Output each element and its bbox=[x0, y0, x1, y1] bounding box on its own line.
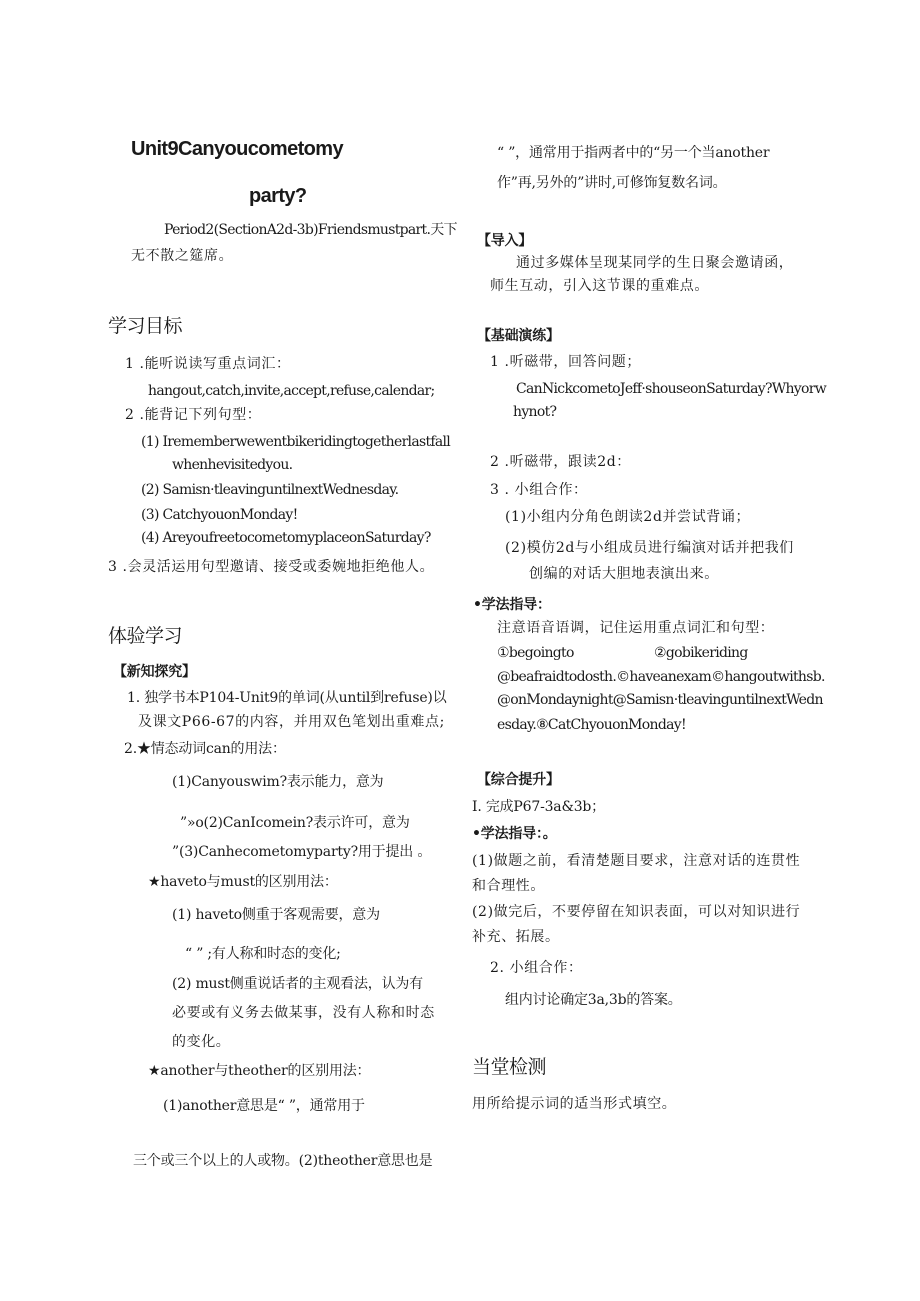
method-guide-2-line2: 和合理性。 bbox=[472, 878, 545, 894]
task-2-label: 2.★情态动词can的用法： bbox=[124, 741, 286, 757]
method-guide-2-line4: 补充、拓展。 bbox=[472, 929, 560, 945]
advance-item-2b: 组内讨论确定3a,3b的答案。 bbox=[505, 992, 682, 1008]
group-task-2-line2: 创编的对话大胆地表演出来。 bbox=[529, 566, 719, 582]
class-check-instruction: 用所给提示词的适当形式填空。 bbox=[472, 1096, 677, 1112]
another-usage-1: (1)another意思是“ ”，通常用于 bbox=[163, 1098, 365, 1114]
learning-goals-heading: 学习目标 bbox=[108, 315, 183, 337]
method-guide-heading-2: •学法指导：。 bbox=[472, 826, 557, 842]
goal-sentence-3: (3) CatchyouonMonday! bbox=[141, 507, 298, 523]
method-guide-2-line1: (1)做题之前，看清楚题目要求，注意对话的连贯性 bbox=[472, 853, 801, 869]
goal-3: 3 .会灵活运用句型邀请、接受或委婉地拒绝他人。 bbox=[108, 559, 435, 575]
lead-in-line2: 师生互动，引入这节课的重难点。 bbox=[490, 278, 709, 294]
method-guide-2-line3: (2)做完后，不要停留在知识表面，可以对知识进行 bbox=[472, 904, 801, 920]
basic-question-line1: CanNickcometoJeff·shouseonSaturday?Whyorw bbox=[516, 381, 827, 397]
goal-sentence-4: (4) AreyoufreetocometomyplaceonSaturday? bbox=[141, 530, 431, 546]
advance-item-1: I. 完成P67-3a&3b； bbox=[472, 799, 605, 815]
must-usage-line2: 必要或有义务去做某事，没有人称和时态 bbox=[172, 1005, 435, 1021]
goal-sentence-2: (2) Samisn·tleavinguntilnextWednesday. bbox=[141, 482, 399, 498]
lead-in-heading: 【导入】 bbox=[477, 233, 533, 249]
goal-sentence-1: (1) Irememberwewentbikeridingtogetherlastfall bbox=[141, 434, 451, 450]
haveto-usage-1b: “ ” ;有人称和时态的变化; bbox=[185, 946, 341, 962]
can-usage-1: (1)Canyouswim?表示能力，意为 bbox=[172, 774, 384, 790]
must-usage-line3: 的变化。 bbox=[172, 1034, 231, 1050]
goal-sentence-1b: whenhevisitedyou. bbox=[172, 457, 293, 473]
theother-cont-line1: “ ”，通常用于指两者中的“另一个当another bbox=[497, 145, 770, 161]
method-guide-1-line3: @beafraidtodosth.©haveanexam©hangoutwithsb. bbox=[497, 669, 825, 685]
haveto-usage-1: (1) haveto侧重于客观需要，意为 bbox=[172, 907, 380, 923]
task-1-line2: 及课文P66-67的内容，并用双色笔划出重难点; bbox=[138, 714, 445, 730]
period-intro-line2: 无不散之筵席。 bbox=[131, 248, 234, 264]
basic-practice-heading: 【基础演练】 bbox=[477, 328, 560, 344]
basic-item-3: 3 . 小组合作： bbox=[490, 482, 588, 498]
phrase-1: ①begoingto bbox=[497, 645, 574, 661]
goal-1-words: hangout,catch,invite,accept,refuse,calendar; bbox=[148, 383, 435, 399]
period-intro-line1: Period2(SectionA2d-3b)Friendsmustpart.天下 bbox=[164, 222, 457, 238]
unit-title-line1: Unit9Canyoucometomy bbox=[131, 138, 343, 160]
basic-question-line2: hynot? bbox=[513, 404, 557, 420]
method-guide-heading-1: •学法指导： bbox=[473, 597, 551, 613]
method-guide-1-line1: 注意语音语调，记住运用重点词汇和句型： bbox=[497, 620, 775, 636]
class-check-heading: 当堂检测 bbox=[472, 1056, 547, 1078]
basic-item-2: 2 .听磁带，跟读2d： bbox=[490, 454, 631, 470]
method-guide-1-line5: esday.⑧CatChyouonMonday! bbox=[497, 717, 686, 733]
goal-2-label: 2 .能背记下列句型： bbox=[125, 407, 262, 423]
advance-heading: 【综合提升】 bbox=[477, 772, 560, 788]
experience-heading: 体验学习 bbox=[108, 625, 183, 647]
new-knowledge-heading: 【新知探究】 bbox=[113, 664, 196, 680]
can-usage-3: ”(3)Canhecometomyparty?用于提出 。 bbox=[172, 844, 432, 860]
group-task-1: (1)小组内分角色朗读2d并尝试背诵； bbox=[505, 509, 751, 525]
basic-item-1: 1 .听磁带，回答问题； bbox=[490, 354, 642, 370]
theother-cont-line2: 作”再,另外的”讲时,可修饰复数名词。 bbox=[497, 175, 727, 191]
group-task-2-line1: (2)模仿2d与小组成员进行编演对话并把我们 bbox=[505, 540, 794, 556]
phrase-2: ②gobikeriding bbox=[654, 645, 748, 661]
another-theother-heading: ★another与theother的区别用法： bbox=[148, 1063, 371, 1079]
must-usage-line1: (2) must侧重说话者的主观看法，认为有 bbox=[172, 976, 423, 992]
can-usage-2: ”»o(2)CanIcomein?表示许可，意为 bbox=[180, 815, 410, 831]
task-1-line1: 1. 独学书本P104-Unit9的单词(从until到refuse)以 bbox=[127, 690, 447, 706]
another-usage-2: 三个或三个以上的人或物。(2)theother意思也是 bbox=[133, 1153, 433, 1169]
unit-title-line2: party? bbox=[249, 185, 307, 207]
method-guide-1-line4: @onMondaynight@Samisn·tleavinguntilnextWedn bbox=[497, 692, 823, 708]
goal-1-label: 1 .能听说读写重点词汇： bbox=[125, 356, 291, 372]
advance-item-2: 2. 小组合作： bbox=[490, 960, 583, 976]
haveto-must-heading: ★haveto与must的区别用法： bbox=[148, 874, 338, 890]
lead-in-line1: 通过多媒体呈现某同学的生日聚会邀请函， bbox=[516, 255, 794, 271]
